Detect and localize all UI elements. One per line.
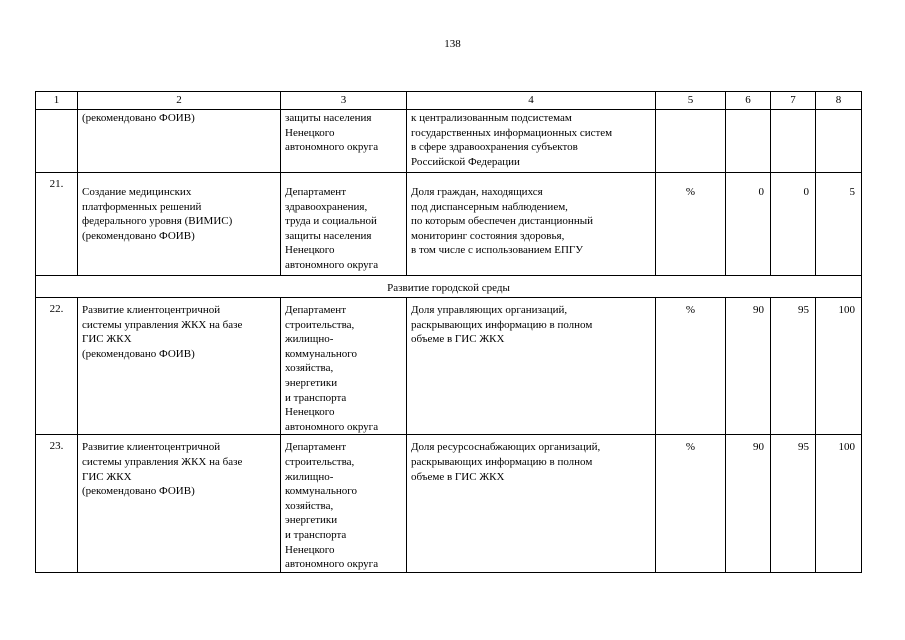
cell-text-line: защиты населения	[285, 112, 372, 124]
indicator-cell	[407, 110, 656, 173]
column-header: 2	[78, 92, 281, 110]
cell-text-line: коммунального	[285, 347, 357, 360]
cell-text-line: здравоохранения,	[285, 200, 368, 213]
cell-text-line: строительства,	[285, 455, 355, 468]
cell-text-line: труда и социальной	[285, 215, 377, 228]
column-header: 7	[771, 92, 816, 110]
cell-text-line: Департамент	[285, 186, 347, 198]
cell-text-line: под диспансерным наблюдением,	[411, 200, 568, 213]
measure-cell	[78, 110, 281, 173]
unit-cell: %	[656, 298, 726, 435]
value-cell	[726, 110, 771, 173]
value-cell: 95	[771, 435, 816, 572]
indicator-cell	[407, 298, 656, 435]
unit-cell: %	[656, 435, 726, 572]
table-row	[36, 298, 862, 435]
cell-text-line: государственных информационных систем	[411, 126, 613, 139]
measure-cell	[78, 173, 281, 276]
column-header: 1	[36, 92, 78, 110]
cell-text-line: Ненецкого	[285, 406, 335, 419]
cell-text-line: Ненецкого	[285, 126, 335, 139]
cell-text-line: Ненецкого	[285, 543, 335, 556]
cell-text-line: ГИС ЖКХ	[82, 333, 132, 346]
cell-text-line: автономного округа	[285, 141, 379, 154]
table-row	[36, 110, 862, 173]
cell-text-line: (рекомендовано ФОИВ)	[82, 347, 195, 360]
cell-text-line: Создание медицинских	[82, 186, 192, 198]
cell-text-line: в сфере здравоохранения субъектов	[411, 141, 578, 154]
row-number-cell: 22.	[36, 298, 78, 435]
cell-text-line: Развитие клиентоцентричной	[82, 441, 221, 454]
cell-text-line: Развитие клиентоцентричной	[82, 304, 221, 316]
cell-text-line: (рекомендовано ФОИВ)	[82, 229, 195, 242]
cell-text-line: энергетики	[285, 376, 338, 389]
section-title: Развитие городской среды	[36, 276, 862, 298]
cell-text-line: Доля управляющих организаций,	[411, 304, 568, 316]
cell-text-line: Ненецкого	[285, 244, 335, 257]
cell-text-line: коммунального	[285, 485, 357, 498]
cell-text-line: федерального уровня (ВИМИС)	[82, 215, 233, 228]
cell-text-line: системы управления ЖКХ на базе	[82, 318, 243, 331]
unit-cell	[656, 110, 726, 173]
row-number-cell: 21.	[36, 173, 78, 276]
cell-text-line: раскрывающих информацию в полном	[411, 318, 593, 331]
cell-text-line: и транспорта	[285, 391, 347, 404]
indicators-table	[35, 91, 862, 573]
measure-cell	[78, 298, 281, 435]
responsible-cell	[281, 173, 407, 276]
cell-text-line: (рекомендовано ФОИВ)	[82, 485, 195, 498]
row-number-cell: 23.	[36, 435, 78, 572]
responsible-cell	[281, 110, 407, 173]
value-cell: 0	[771, 173, 816, 276]
cell-text-line: жилищно-	[285, 470, 334, 483]
value-cell: 95	[771, 298, 816, 435]
cell-text-line: по которым обеспечен дистанционный	[411, 215, 593, 228]
cell-text-line: объеме в ГИС ЖКХ	[411, 333, 505, 346]
unit-cell: %	[656, 173, 726, 276]
value-cell: 90	[726, 298, 771, 435]
column-header: 3	[281, 92, 407, 110]
cell-text-line: Департамент	[285, 441, 347, 454]
cell-text-line: Российской Федерации	[411, 155, 520, 168]
column-header: 6	[726, 92, 771, 110]
cell-text-line: автономного округа	[285, 558, 379, 571]
cell-text-line: мониторинг состояния здоровья,	[411, 229, 565, 242]
cell-text-line: жилищно-	[285, 333, 334, 346]
cell-text-line: и транспорта	[285, 528, 347, 541]
cell-text-line: в том числе с использованием ЕПГУ	[411, 244, 584, 257]
column-header: 8	[816, 92, 862, 110]
table-row	[36, 435, 862, 572]
cell-text-line: строительства,	[285, 318, 355, 331]
responsible-cell	[281, 298, 407, 435]
cell-text-line: к централизованным подсистемам	[411, 112, 572, 124]
column-header: 5	[656, 92, 726, 110]
table-row	[36, 173, 862, 276]
cell-text-line: раскрывающих информацию в полном	[411, 455, 593, 468]
cell-text-line: Доля ресурсоснабжающих организаций,	[411, 441, 601, 454]
cell-text-line: Доля граждан, находящихся	[411, 186, 543, 198]
responsible-cell	[281, 435, 407, 572]
indicator-cell	[407, 435, 656, 572]
cell-text-line: Департамент	[285, 304, 347, 316]
cell-text-line: хозяйства,	[285, 362, 334, 375]
cell-text-line: энергетики	[285, 514, 338, 527]
cell-text-line: объеме в ГИС ЖКХ	[411, 470, 505, 483]
value-cell	[816, 110, 862, 173]
row-number-cell	[36, 110, 78, 173]
value-cell: 100	[816, 435, 862, 572]
indicator-cell	[407, 173, 656, 276]
value-cell: 100	[816, 298, 862, 435]
cell-text-line: ГИС ЖКХ	[82, 470, 132, 483]
cell-text-line: платформенных решений	[82, 200, 202, 213]
measure-cell	[78, 435, 281, 572]
cell-text-line: автономного округа	[285, 420, 379, 433]
table-header-row	[36, 92, 862, 110]
value-cell: 90	[726, 435, 771, 572]
cell-text-line: системы управления ЖКХ на базе	[82, 455, 243, 468]
section-row	[36, 276, 862, 298]
value-cell: 0	[726, 173, 771, 276]
column-header: 4	[407, 92, 656, 110]
value-cell: 5	[816, 173, 862, 276]
cell-text-line: (рекомендовано ФОИВ)	[82, 112, 195, 124]
page-number: 138	[444, 38, 461, 50]
value-cell	[771, 110, 816, 173]
cell-text-line: защиты населения	[285, 229, 372, 242]
cell-text-line: автономного округа	[285, 258, 379, 271]
cell-text-line: хозяйства,	[285, 499, 334, 512]
